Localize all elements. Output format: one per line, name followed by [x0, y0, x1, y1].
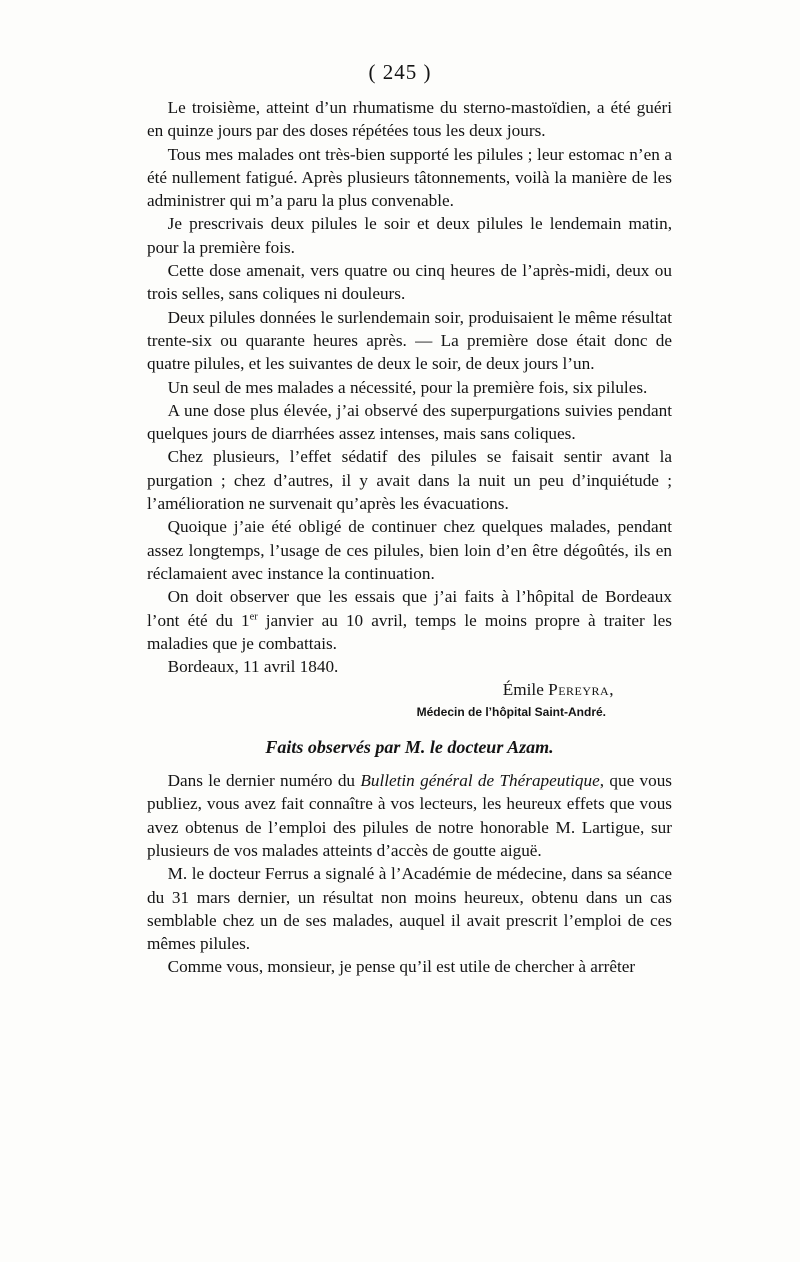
date-line: Bordeaux, 11 avril 1840.	[167, 657, 339, 677]
paragraph-last-line: Comme vous, monsieur, je pense qu’il est utile de chercher à arrêter	[167, 957, 636, 977]
azam-text-start: Dans le dernier numéro du	[167, 771, 361, 791]
author-name	[147, 678, 614, 701]
section-title: Faits observés par M. le docteur Azam.	[265, 736, 554, 757]
paragraph-higher-dose: A une dose plus élevée, j’ai observé des superpurgations suivies pendant quelques jours de diarrhées assez intenses, mais sans coliques.	[147, 400, 672, 444]
author-affiliation: Médecin de l’hôpital Saint-André.	[416, 704, 606, 719]
page-number: ( 245 )	[368, 60, 432, 84]
paragraph-tolerance: Tous mes malades ont très-bien supporté les pilules ; leur estomac n’en a été nullement fatigué. Après plusieurs tâtonnements, voilà la manière de les administrer qui m’a paru la plus convenable.	[147, 144, 672, 211]
author-last-name: Pereyra,	[548, 680, 614, 700]
paragraph-dose-effect: Cette dose amenait, vers quatre ou cinq heures de l’après-midi, deux ou trois selles, sans coliques ni douleurs.	[147, 261, 672, 304]
signature-block	[147, 678, 672, 721]
paragraph-rhumatisme: Le troisième, atteint d’un rhumatisme du sterno-mastoïdien, a été guéri en quinze jours par des doses répétées tous les deux jours.	[147, 98, 672, 141]
observation-text-end: janvier au 10 avril, temps le moins propre à traiter les maladies que je combattais.	[147, 610, 672, 653]
observation-superscript: er	[249, 610, 258, 622]
paragraph-observation	[147, 585, 672, 655]
journal-title: Bulletin général de Thérapeutique	[360, 771, 600, 791]
paragraph-prescription: Je prescrivais deux pilules le soir et deux pilules le lendemain matin, pour la première fois.	[147, 214, 672, 257]
paragraph-second-dose: Deux pilules données le surlendemain soir, produisaient le même résultat trente-six ou quarante heures après. — La première dose était donc de quatre pilules, et les suivantes de deux le soir, de deux jours l’un.	[147, 307, 672, 374]
paragraph-continuation: Quoique j’aie été obligé de continuer chez quelques malades, pendant assez longtemps, l’usage de ces pilules, bien loin d’en être dégoûtés, ils en réclamaient avec instance la continuation.	[147, 517, 672, 583]
paragraph-sedative-effect: Chez plusieurs, l’effet sédatif des pilules se faisait sentir avant la purgation ; chez d’autres, il y avait dans la nuit un peu d’inquiétude ; l’amélioration ne survenait qu’après les évacuations.	[147, 447, 672, 514]
azam-text-end: , que vous publiez, vous avez fait connaître à vos lecteurs, les heureux effets que vous avez obtenus de l’emploi des pilules de notre honorable M. Lartigue, sur plusieurs de vos malades atteints d’accès de goutte aiguë.	[147, 771, 672, 860]
paragraph-six-pills: Un seul de mes malades a nécessité, pour la première fois, six pilules.	[167, 377, 648, 397]
author-first-name: Émile	[502, 680, 544, 700]
body-text	[147, 96, 672, 979]
paragraph-ferrus: M. le docteur Ferrus a signalé à l’Académie de médecine, dans sa séance du 31 mars dernier, un résultat non moins heureux, obtenu dans un cas semblable chez un de ses malades, auquel il avait prescrit l’emploi de ces mêmes pilules.	[147, 864, 672, 954]
paragraph-azam	[147, 769, 672, 862]
observation-text-start: On doit observer que les essais que j’ai faits à l’hôpital de Bordeaux l’ont été du 1	[147, 587, 672, 630]
